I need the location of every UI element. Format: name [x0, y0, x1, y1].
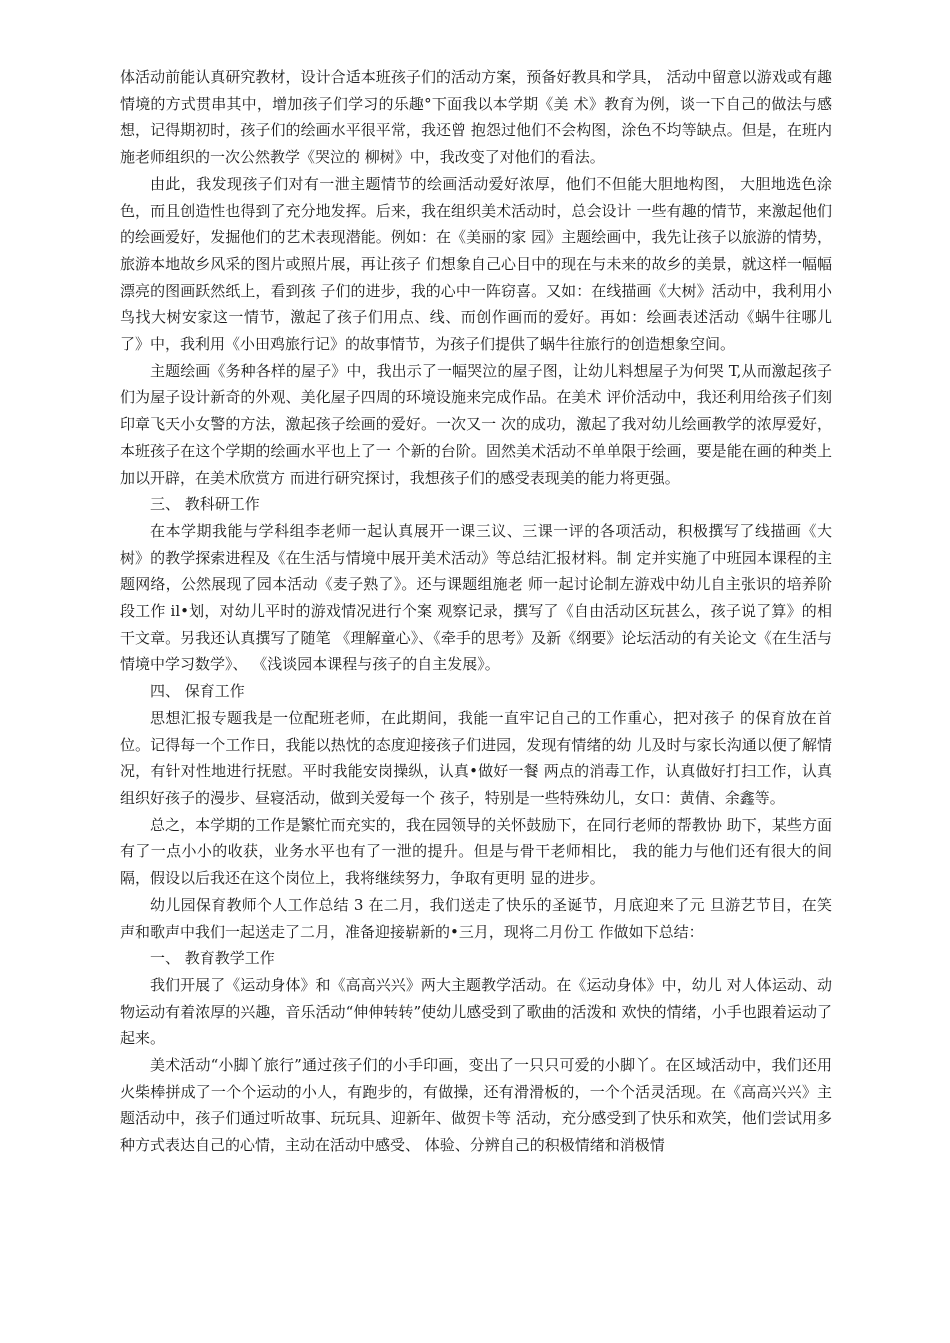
document-page	[120, 64, 832, 1159]
paragraph-care-work: 思想汇报专题我是一位配班老师，在此期间，我能一直牢记自己的工作重心，把对孩子 的保育放在首位。记得每一个工作日，我能以热忱的态度迎接孩子们进园，发现有情绪的幼 儿及时与家长沟通以便了解情况，有针对性地进行抚慰。平时我能安岗操纵，认真•做好一餐 两点的消毒工作，认真做好打扫工作，认真组织好孩子的漫步、昼寝活动，做到关爱每一个 孩子，特别是一些特殊幼儿，女口：黄倩、余鑫等。	[120, 708, 832, 807]
paragraph-conclusion: 总之，本学期的工作是繁忙而充实的，我在园领导的关怀鼓励下，在同行老师的帮教协 助下，某些方面有了一点小小的收获，业务水平也有了一泄的提升。但是与骨干老师相比， 我的能力与他们还有很大的间隔，假设以后我还在这个岗位上，我将继续努力，争取有更明 显的进步。	[120, 815, 832, 888]
paragraph-theme-plot-drawing: 由此，我发现孩子们对有一泄主题情节的绘画活动爱好浓厚，他们不但能大胆地构图， 大胆地选色涂色，而且创造性也得到了充分地发挥。后来，我在组织美术活动时，总会设计 一些有趣的情节，来激起他们的绘画爱好，发掘他们的艺术表现潜能。例如：在《美丽的家 园》主题绘画中，我先让孩子以旅游的情势，旅游本地故乡风采的图片或照片展，再让孩子 们想象自己心目中的现在与未来的故乡的美景，就这样一幅幅漂亮的图画跃然纸上，看到孩 子们的进步，我的心中一阵窃喜。又如：在线描画《大树》活动中，我利用小鸟找大树安家这一情节，激起了孩子们用点、线、而创作画而的爱好。再如：绘画表述活动《蜗牛往哪儿 了》中，我利用《小田鸡旅行记》的故事情节，为孩子们提供了蜗牛往旅行的创造想象空间。	[120, 174, 832, 354]
paragraph-summary-3-intro: 幼儿园保育教师个人工作总结 3 在二月，我们送走了快乐的圣诞节，月底迎来了元 旦游艺节目，在笑声和歌声中我们一起送走了二月，准备迎接崭新的•三月，现将二月份工 作做如下总结：	[120, 895, 832, 941]
paragraph-theme-activities: 我们开展了《运动身体》和《高高兴兴》两大主题教学活动。在《运动身体》中，幼儿 对人体运动、动物运动有着浓厚的兴趣，音乐活动“伸伸转转”使幼儿感受到了歌曲的活泼和 欢快的情绪，小手也跟着运动了起来。	[120, 975, 832, 1048]
paragraph-art-teaching-intro: 体活动前能认真研究教材，设计合适本班孩子们的活动方案，预备好教具和学具， 活动中留意以游戏或有趣情境的方式贯串其中，增加孩子们学习的乐趣°下面我以本学期《美 术》教育为例，谈一下自己的做法与感想，记得期初时，孩子们的绘画水平很平常，我还曾 抱怨过他们不会构图，涂色不均等缺点。但是，在班内施老师组织的一次公然教学《哭泣的 柳树》中，我改变了对他们的看法。	[120, 68, 832, 167]
section-heading-teaching: 一、 教育教学工作	[150, 949, 275, 968]
paragraph-house-drawing: 主题绘画《务种各样的屋子》中，我出示了一幅哭泣的屋子图，让幼儿料想屋子为何哭 T,从而激起孩子们为屋子设计新奇的外观、美化屋子四周的环境设施来完成作品。在美术 评价活动中，我还利用给孩子们刻印章飞天小女警的方法，激起孩子绘画的爱好。一次又一 次的成功，激起了我对幼儿绘画教学的浓厚爱好，本班孩子在这个学期的绘画水平也上了一 个新的台阶。固然美术活动不单单限于绘画，要是能在画的种类上加以开辟，在美术欣赏方 而进行研究探讨，我想孩子们的感受表现美的能力将更强。	[120, 361, 832, 487]
paragraph-art-activity-feet: 美术活动“小脚丫旅行”通过孩子们的小手印画，变出了一只只可爱的小脚丫。在区域活动中，我们还用火柴棒拼成了一个个运动的小人，有跑步的，有做操，还有滑滑板的，一个个活灵活现。在《高高兴兴》主题活动中，孩子们通过听故事、玩玩具、迎新年、做贺卡等 活动，充分感受到了快乐和欢笑，他们尝试用多种方式表达自己的心情，主动在活动中感受、 体验、分辨自己的积极情绪和消极情	[120, 1056, 832, 1155]
section-heading-research: 三、 教科研工作	[150, 495, 260, 514]
section-heading-care: 四、 保育工作	[150, 682, 245, 701]
paragraph-research-work: 在本学期我能与学科组李老师一起认真展开一课三议、三课一评的各项活动，积极撰写了线描画《大树》的教学探索进程及《在生活与情境中展开美术活动》等总结汇报材料。制 定并实施了中班园本课程的主题网络，公然展现了园本活动《麦子熟了》。还与课题组施老 师一起讨论制左游戏中幼儿自主张识的培养阶段工作 il•划，对幼儿平时的游戏情况进行个案 观察记录，撰写了《自由活动区玩甚么，孩子说了算》的相干文章。另我还认真撰写了随笔 《理解童心》、《牵手的思考》及新《纲要》论坛活动的有关论文《在生活与情境中学习数学》、 《浅谈园本课程与孩子的自主发展》。	[120, 521, 832, 674]
